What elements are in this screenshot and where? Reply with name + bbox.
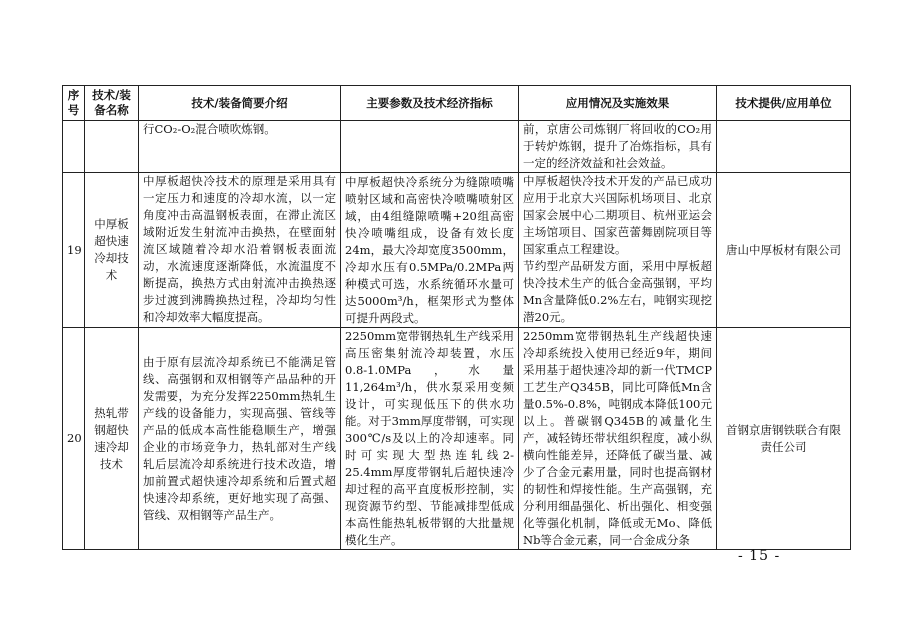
- cell-provider: 唐山中厚板材有限公司: [717, 173, 851, 328]
- cell-params: [341, 121, 519, 173]
- header-intro: 技术/装备简要介绍: [139, 86, 341, 121]
- table-row: [63, 328, 851, 550]
- cell-provider: [717, 121, 851, 173]
- effect-paragraph: 中厚板超快冷技术开发的产品已成功应用于北京大兴国际机场项目、北京国家会展中心二期项目、杭州亚运会主场馆项目、国家芭蕾舞剧院项目等国家重点工程建设。: [523, 174, 712, 256]
- cell-no: 20: [63, 328, 85, 550]
- cell-intro: 中厚板超快冷技术的原理是采用具有一定压力和速度的冷却水流，以一定角度冲击高温钢板表面，在滞止流区域附近发生射流冲击换热，在壁面射流区域随着冷却水沿着钢板表面流动，水流速度逐渐降低，水流温度不断提高，换热方式由射流冲击换热逐步过渡到沸腾换热过程，冷却均匀性和冷却效率大幅度提高。: [139, 173, 341, 328]
- cell-name: 中厚板超快速冷却技术: [85, 173, 139, 328]
- cell-no: [63, 121, 85, 173]
- cell-provider: 首钢京唐钢铁联合有限责任公司: [717, 328, 851, 550]
- header-name: 技术/装备名称: [85, 86, 139, 121]
- cell-name: 热轧带钢超快速冷却技术: [85, 328, 139, 550]
- technology-table: [62, 85, 851, 550]
- header-row: [63, 86, 851, 121]
- cell-no: 19: [63, 173, 85, 328]
- cell-effect: [519, 173, 717, 328]
- header-provider: 技术提供/应用单位: [717, 86, 851, 121]
- cell-intro: 由于原有层流冷却系统已不能满足管线、高强钢和双相钢等产品品种的开发需要，为充分发挥2250mm热轧生产线的设备能力，实现高强、管线等产品的低成本高性能稳顺生产，增强企业的市场竞争力，热轧部对生产线轧后层流冷却系统进行技术改造，增加前置式超快速冷却系统和后置式超快速冷却系统，更好地实现了高强、管线、双相钢等产品生产。: [139, 328, 341, 550]
- cell-params: 2250mm宽带钢热轧生产线采用高压密集射流冷却装置，水压0.8-1.0MPa，水量11,264m³/h，供水泵采用变频设计，可实现低压下的供水功能。对于3mm厚度带钢，可实现300℃/s及以上的冷却速率。同时可实现大型热连轧线2-25.4mm厚度带钢轧后超快速冷却过程的高平直度板形控制，实现资源节约型、节能减排型低成本高性能热轧板带钢的大批量规模化生产。: [341, 328, 519, 550]
- table-row: [63, 121, 851, 173]
- header-effect: 应用情况及实施效果: [519, 86, 717, 121]
- cell-intro: 行CO₂-O₂混合喷吹炼钢。: [139, 121, 341, 173]
- table-row: [63, 173, 851, 328]
- cell-params: 中厚板超快冷系统分为缝隙喷嘴喷射区域和高密快冷喷嘴喷射区域，由4组缝隙喷嘴+20组高密快冷喷嘴组成，设备有效长度24m，最大冷却宽度3500mm，冷却水压有0.5MPa/0.2MPa两种模式可选，水系统循环水量可达5000m³/h，框架形式为整体可提升两段式。: [341, 173, 519, 328]
- page-number: - 15 -: [738, 548, 781, 564]
- effect-paragraph: 节约型产品研发方面，采用中厚板超快冷技术生产的低合金高强钢，平均Mn含量降低0.2%左右，吨钢实现挖潜20元。: [523, 259, 712, 324]
- cell-name: [85, 121, 139, 173]
- header-no: 序号: [63, 86, 85, 121]
- header-params: 主要参数及技术经济指标: [341, 86, 519, 121]
- cell-effect: 2250mm宽带钢热轧生产线超快速冷却系统投入使用已经近9年，期间采用基于超快速冷却的新一代TMCP工艺生产Q345B，同比可降低Mn含量0.5%-0.8%，吨钢成本降低100元以上。普碳钢Q345B的减量化生产，减轻铸坯带状组织程度，减小纵横向性能差异，还降低了碳当量、减少了合金元素用量，同时也提高钢材的韧性和焊接性能。生产高强钢，充分利用细晶强化、析出强化、相变强化等强化机制，降低或无Mo、降低Nb等合金元素，同一合金成分条: [519, 328, 717, 550]
- cell-effect: 前，京唐公司炼钢厂将回收的CO₂用于转炉炼钢，提升了冶炼指标，具有一定的经济效益和社会效益。: [519, 121, 717, 173]
